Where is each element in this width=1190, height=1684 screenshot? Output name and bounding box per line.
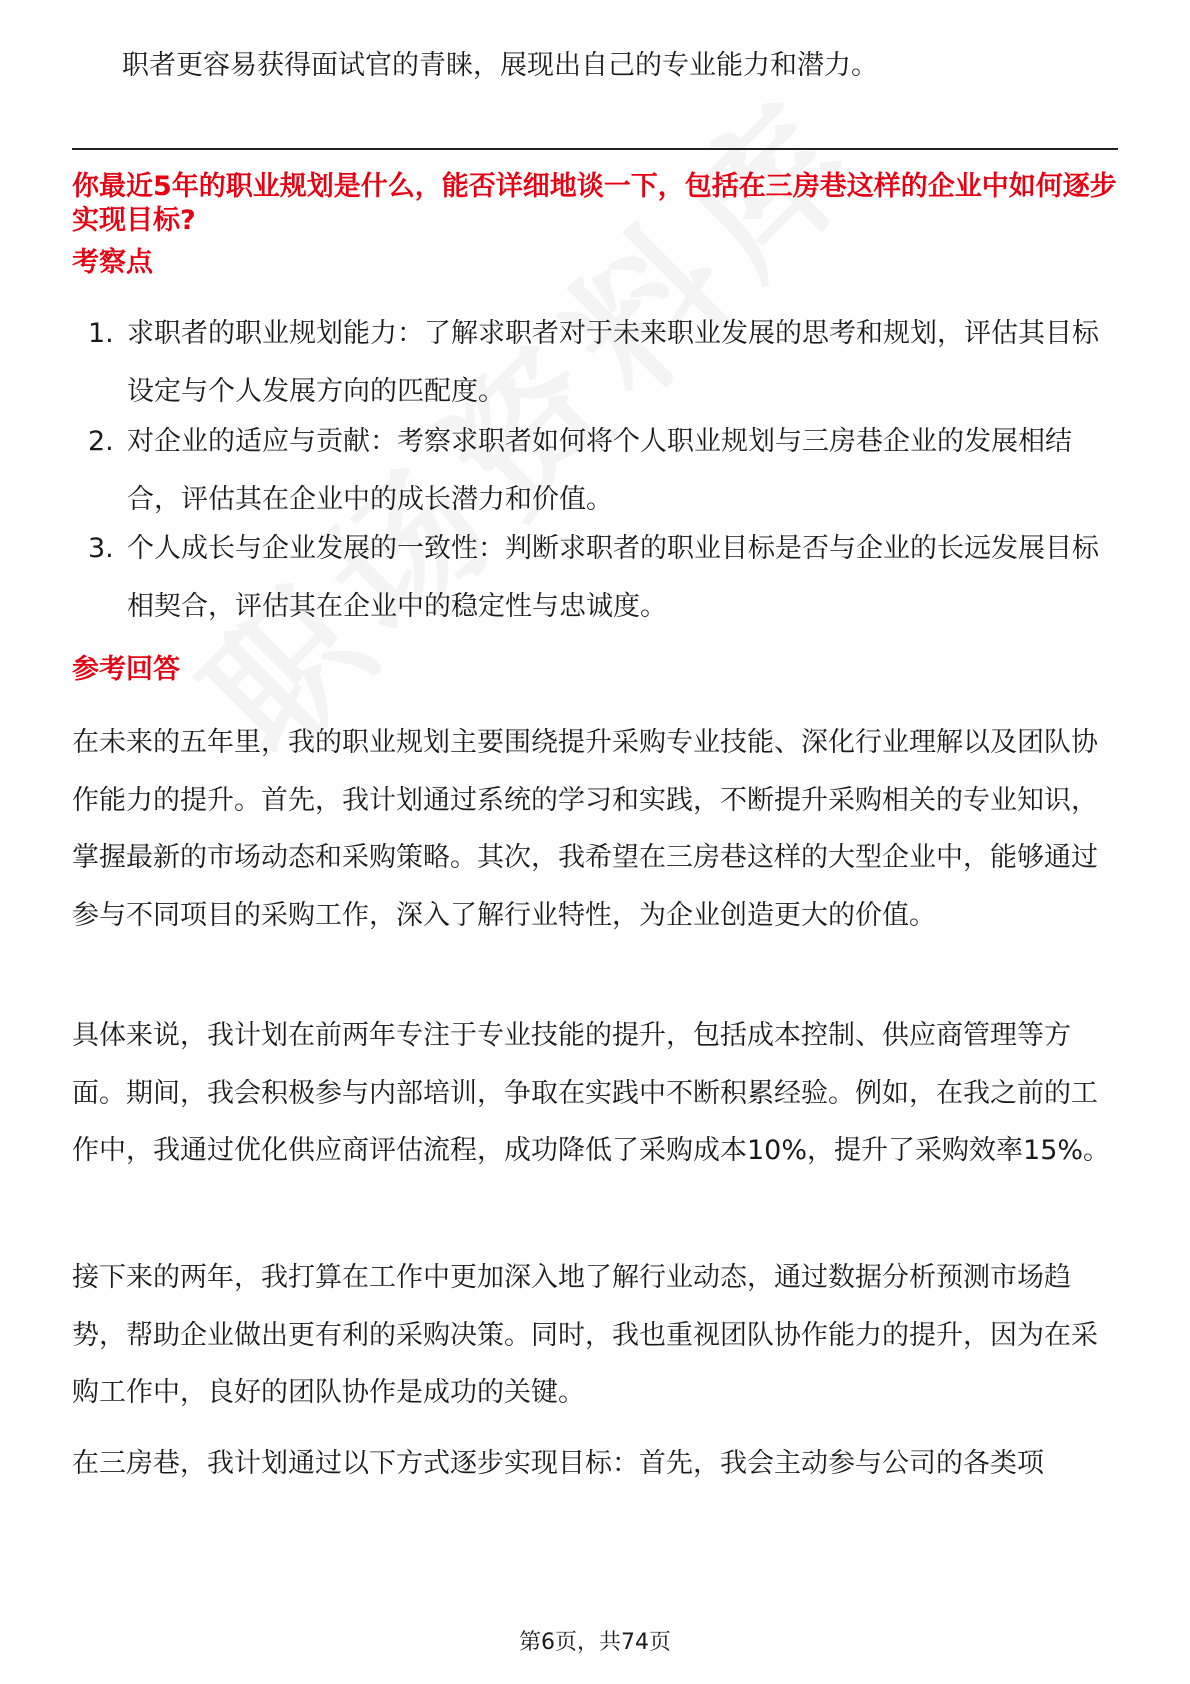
list-number: 1. xyxy=(88,318,114,349)
section-divider xyxy=(72,148,1118,150)
answer-paragraph: 具体来说，我计划在前两年专注于专业技能的提升，包括成本控制、供应商管理等方面。期间，我会积极参与内部培训，争取在实践中不断积累经验。例如，在我之前的工作中，我通过优化供应商评估流程，成功降低了采购成本10%，提升了采购效率15%。 xyxy=(72,1020,1111,1166)
question-title: 你最近5年的职业规划是什么，能否详细地谈一下，包括在三房巷这样的企业中如何逐步实现目标? xyxy=(72,171,1117,236)
list-item xyxy=(78,305,1118,420)
section-heading-answer: 参考回答 xyxy=(72,654,180,685)
previous-paragraph-tail: 职者更容易获得面试官的青睐，展现出自己的专业能力和潜力。 xyxy=(122,50,878,81)
list-number: 3. xyxy=(88,533,114,564)
list-number: 2. xyxy=(88,426,114,457)
answer-paragraph: 在三房巷，我计划通过以下方式逐步实现目标：首先，我会主动参与公司的各类项 xyxy=(72,1448,1044,1479)
answer-paragraph: 在未来的五年里，我的职业规划主要围绕提升采购专业技能、深化行业理解以及团队协作能力的提升。首先，我计划通过系统的学习和实践，不断提升采购相关的专业知识，掌握最新的市场动态和采购策略。其次，我希望在三房巷这样的大型企业中，能够通过参与不同项目的采购工作，深入了解行业特性，为企业创造更大的价值。 xyxy=(72,727,1098,931)
list-text: 个人成长与企业发展的一致性：判断求职者的职业目标是否与企业的长远发展目标相契合，评估其在企业中的稳定性与忠诚度。 xyxy=(127,533,1099,622)
list-item xyxy=(78,413,1118,528)
answer-paragraph: 接下来的两年，我打算在工作中更加深入地了解行业动态，通过数据分析预测市场趋势，帮助企业做出更有利的采购决策。同时，我也重视团队协作能力的提升，因为在采购工作中，良好的团队协作是成功的关键。 xyxy=(72,1262,1098,1408)
list-text: 求职者的职业规划能力：了解求职者对于未来职业发展的思考和规划，评估其目标设定与个人发展方向的匹配度。 xyxy=(127,318,1099,407)
section-heading-focus: 考察点 xyxy=(72,247,153,278)
list-text: 对企业的适应与贡献：考察求职者如何将个人职业规划与三房巷企业的发展相结合，评估其在企业中的成长潜力和价值。 xyxy=(127,426,1072,515)
page-number-footer: 第6页，共74页 xyxy=(519,1630,671,1655)
list-item xyxy=(78,520,1118,635)
